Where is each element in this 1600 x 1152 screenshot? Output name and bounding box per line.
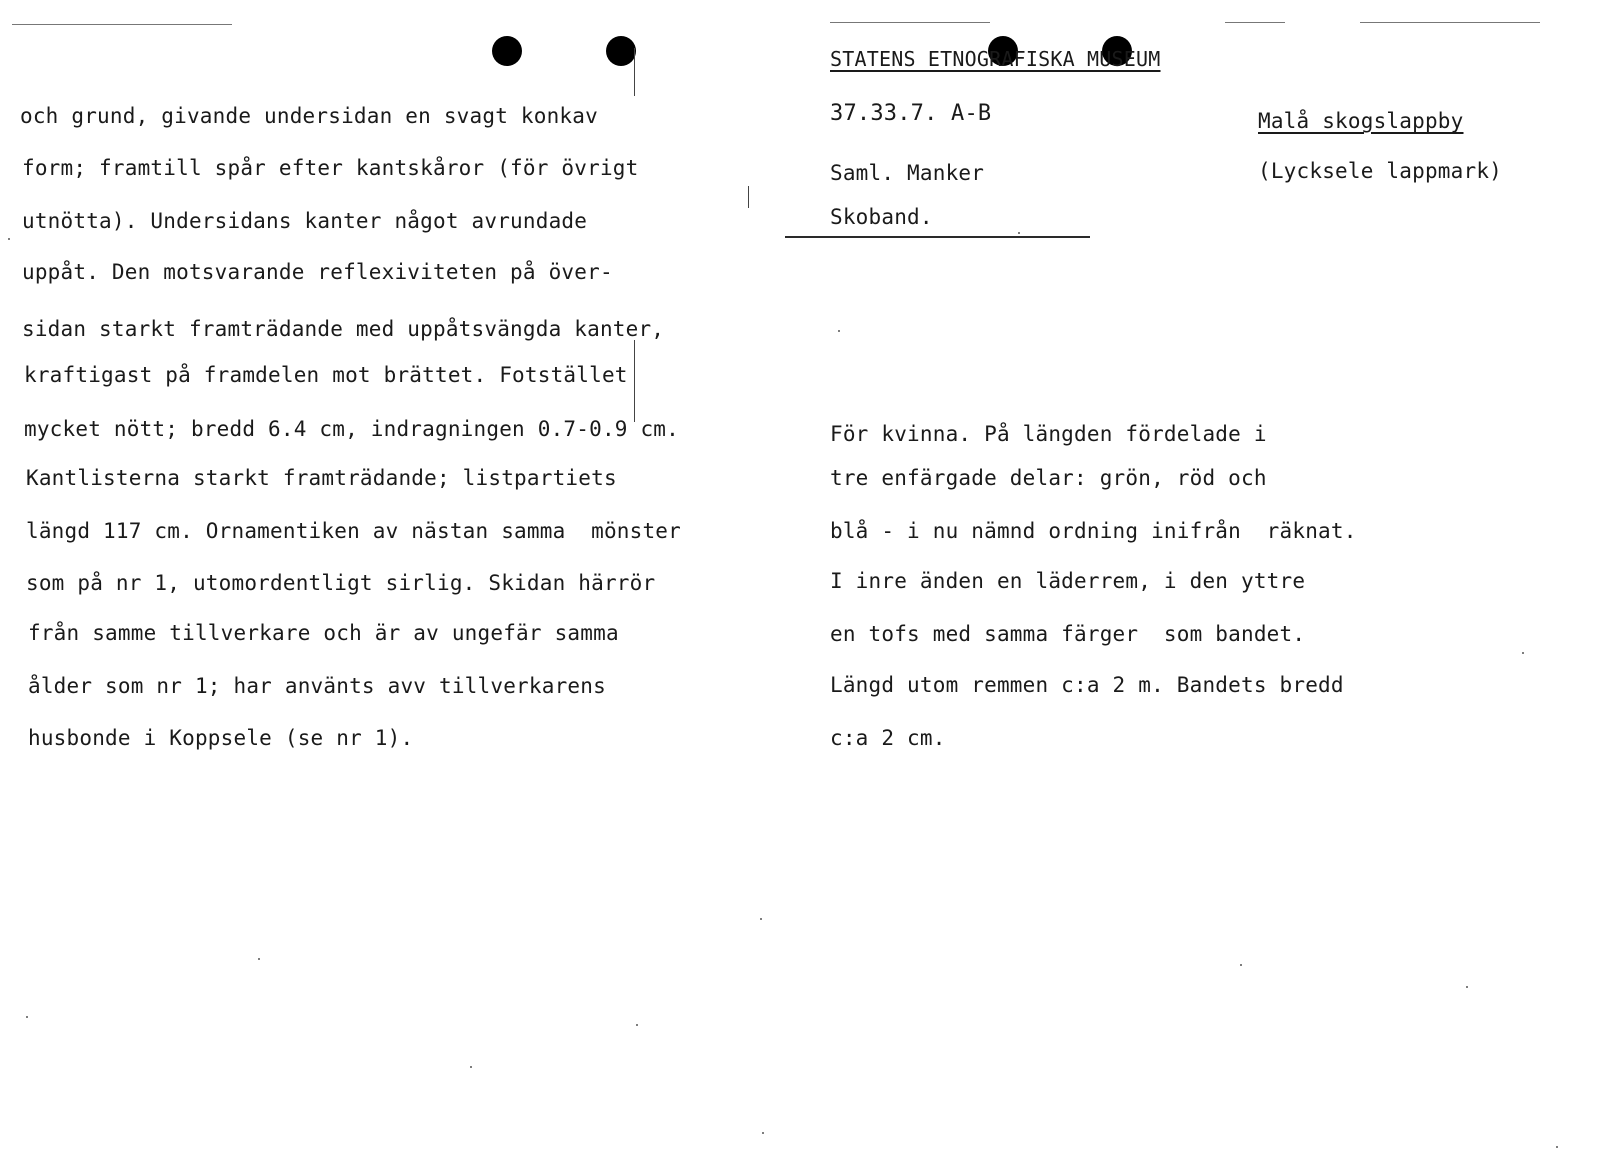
punch-hole xyxy=(492,36,522,66)
scan-speck xyxy=(258,958,260,960)
left-line: ålder som nr 1; har använts avv tillverkarens xyxy=(28,674,606,698)
scan-speck xyxy=(8,238,10,240)
scan-speck xyxy=(1522,652,1524,654)
scan-speck xyxy=(26,1016,28,1018)
scan-speck xyxy=(760,918,762,920)
header-rule xyxy=(785,236,1090,238)
left-line: och grund, givande undersidan en svagt konkav xyxy=(20,104,598,128)
object-name: Skoband. xyxy=(830,205,933,229)
left-line: sidan starkt framträdande med uppåtsvängda kanter, xyxy=(22,317,665,341)
left-line: som på nr 1, utomordentligt sirlig. Skidan härrör xyxy=(26,571,656,595)
left-line: utnötta). Undersidans kanter något avrundade xyxy=(22,209,588,233)
left-line: Kantlisterna starkt framträdande; listpartiets xyxy=(26,466,617,490)
top-rule-center xyxy=(830,22,990,23)
left-line: längd 117 cm. Ornamentiken av nästan samma mönster xyxy=(26,519,681,543)
region-name: (Lycksele lappmark) xyxy=(1258,159,1503,183)
top-rule-right-a xyxy=(1225,22,1285,23)
scan-speck xyxy=(1018,232,1020,234)
scan-speck xyxy=(1466,986,1468,988)
scan-speck xyxy=(838,330,840,332)
museum-name: STATENS ETNOGRAFISKA MUSEUM xyxy=(830,47,1161,71)
collection-name: Saml. Manker xyxy=(830,161,985,185)
left-line: kraftigast på framdelen mot brättet. Fotstället xyxy=(24,363,628,387)
right-line: c:a 2 cm. xyxy=(830,726,946,750)
scan-speck xyxy=(636,1024,638,1026)
scan-speck xyxy=(1240,964,1242,966)
left-line: uppåt. Den motsvarande reflexiviteten på över- xyxy=(22,260,613,284)
scan-speck xyxy=(762,1132,764,1134)
catalog-number: 37.33.7. A-B xyxy=(830,101,992,126)
crease-mark xyxy=(634,48,635,96)
right-line: I inre änden en läderrem, i den yttre xyxy=(830,569,1306,593)
scan-speck xyxy=(470,1066,472,1068)
crease-mark xyxy=(748,186,749,208)
left-line: mycket nött; bredd 6.4 cm, indragningen 0.7-0.9 cm. xyxy=(24,417,679,441)
top-rule-left xyxy=(12,24,232,25)
scan-speck xyxy=(1556,1146,1558,1148)
top-rule-right-b xyxy=(1360,22,1540,23)
left-line: form; framtill spår efter kantskåror (för övrigt xyxy=(22,156,639,180)
crease-mark xyxy=(634,340,635,422)
left-line: från samme tillverkare och är av ungefär samma xyxy=(28,621,619,645)
right-line: Längd utom remmen c:a 2 m. Bandets bredd xyxy=(830,673,1344,697)
right-line: en tofs med samma färger som bandet. xyxy=(830,622,1306,646)
right-line: tre enfärgade delar: grön, röd och xyxy=(830,466,1267,490)
punch-hole xyxy=(606,36,636,66)
place-name: Malå skogslappby xyxy=(1258,109,1464,133)
right-line: För kvinna. På längden fördelade i xyxy=(830,422,1267,446)
right-line: blå - i nu nämnd ordning inifrån räknat. xyxy=(830,519,1357,543)
left-line: husbonde i Koppsele (se nr 1). xyxy=(28,726,414,750)
